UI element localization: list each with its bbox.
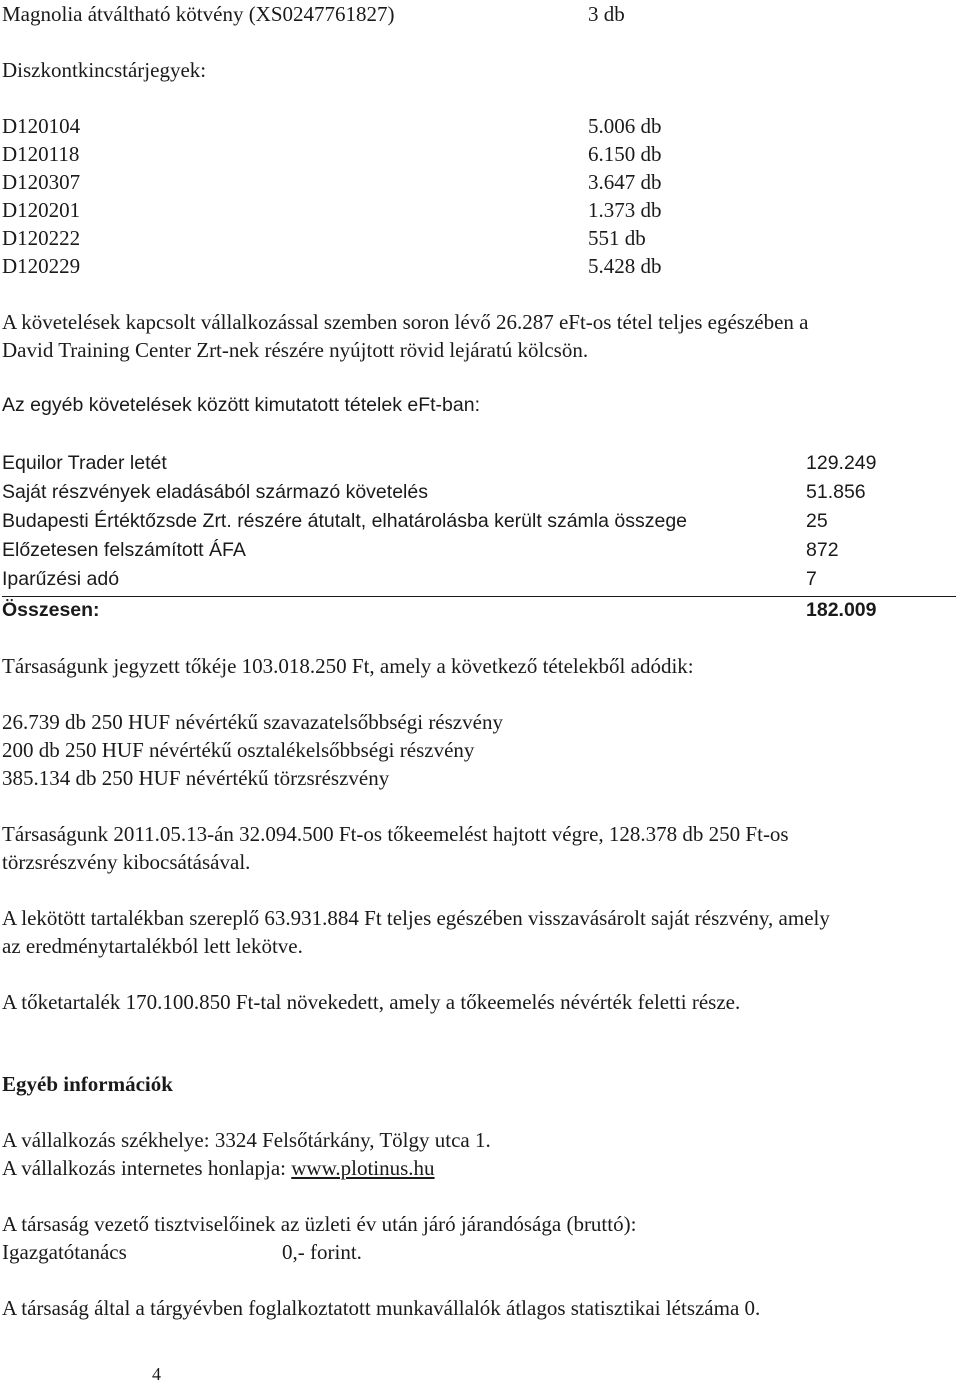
- treasury-code: D120222: [2, 226, 81, 250]
- remuneration-line: A társaság vezető tisztviselőinek az üzleti év után járó járandósága (bruttó):: [2, 1212, 637, 1236]
- treasury-code: D120201: [2, 198, 81, 222]
- share-line: 26.739 db 250 HUF névértékű szavazatelsőbbségi részvény: [2, 710, 503, 734]
- board-value: 0,- forint.: [282, 1240, 362, 1264]
- reserve-line: az eredménytartalékból lett lekötve.: [2, 934, 303, 958]
- bond-quantity: 3 db: [588, 2, 625, 26]
- treasury-qty: 5.428 db: [588, 254, 662, 278]
- claim-value: 25: [806, 510, 828, 532]
- claim-label: Előzetesen felszámított ÁFA: [2, 539, 246, 561]
- claim-label: Iparűzési adó: [2, 568, 120, 590]
- claim-value: 872: [806, 539, 839, 561]
- treasury-qty: 6.150 db: [588, 142, 662, 166]
- claims-para-line: A követelések kapcsolt vállalkozással szemben soron lévő 26.287 eFt-os tétel teljes egészében a: [2, 310, 809, 334]
- capital-increase-line: törzsrészvény kibocsátásával.: [2, 850, 251, 874]
- claim-value: 51.856: [806, 481, 866, 503]
- share-line: 200 db 250 HUF névértékű osztalékelsőbbségi részvény: [2, 738, 475, 762]
- treasury-code: D120104: [2, 114, 81, 138]
- claim-label: Saját részvények eladásából származó követelés: [2, 481, 428, 503]
- treasury-code: D120307: [2, 170, 81, 194]
- treasury-qty: 5.006 db: [588, 114, 662, 138]
- website-link[interactable]: www.plotinus.hu: [291, 1156, 435, 1180]
- capital-intro: Társaságunk jegyzett tőkéje 103.018.250 Ft, amely a következő tételekből adódik:: [2, 654, 694, 678]
- headcount-line: A társaság által a tárgyévben foglalkoztatott munkavállalók átlagos statisztikai létszáma 0.: [2, 1296, 761, 1320]
- other-info-heading: Egyéb információk: [2, 1072, 173, 1096]
- website-line: [2, 1156, 435, 1181]
- other-claims-heading: Az egyéb követelések között kimutatott tételek eFt-ban:: [2, 394, 480, 416]
- company-seat: A vállalkozás székhelye: 3324 Felsőtárkány, Tölgy utca 1.: [2, 1128, 491, 1152]
- capital-increase-line: Társaságunk 2011.05.13-án 32.094.500 Ft-os tőkeemelést hajtott végre, 128.378 db 250 Ft-os: [2, 822, 789, 846]
- bond-label: Magnolia átváltható kötvény (XS0247761827): [2, 2, 395, 26]
- capital-premium: A tőketartalék 170.100.850 Ft-tal növekedett, amely a tőkeemelés névérték feletti része.: [2, 990, 741, 1014]
- reserve-line: A lekötött tartalékban szereplő 63.931.884 Ft teljes egészében visszavásárolt saját részvény, amely: [2, 906, 830, 930]
- board-label: Igazgatótanács: [2, 1240, 127, 1264]
- website-label: A vállalkozás internetes honlapja:: [2, 1156, 292, 1180]
- share-line: 385.134 db 250 HUF névértékű törzsrészvény: [2, 766, 390, 790]
- total-divider: [2, 596, 956, 597]
- claim-value: 7: [806, 568, 817, 590]
- total-value: 182.009: [806, 599, 877, 621]
- treasury-qty: 3.647 db: [588, 170, 662, 194]
- total-label: Összesen:: [2, 599, 100, 621]
- claim-label: Budapesti Értéktőzsde Zrt. részére átutalt, elhatárolásba került számla összege: [2, 510, 688, 532]
- claim-value: 129.249: [806, 452, 877, 474]
- treasury-qty: 551 db: [588, 226, 646, 250]
- claims-para-line: David Training Center Zrt-nek részére nyújtott rövid lejáratú kölcsön.: [2, 338, 589, 362]
- claim-label: Equilor Trader letét: [2, 452, 167, 474]
- treasury-code: D120229: [2, 254, 81, 278]
- treasury-heading: Diszkontkincstárjegyek:: [2, 58, 207, 82]
- treasury-qty: 1.373 db: [588, 198, 662, 222]
- treasury-code: D120118: [2, 142, 80, 166]
- page-number: 4: [152, 1364, 161, 1384]
